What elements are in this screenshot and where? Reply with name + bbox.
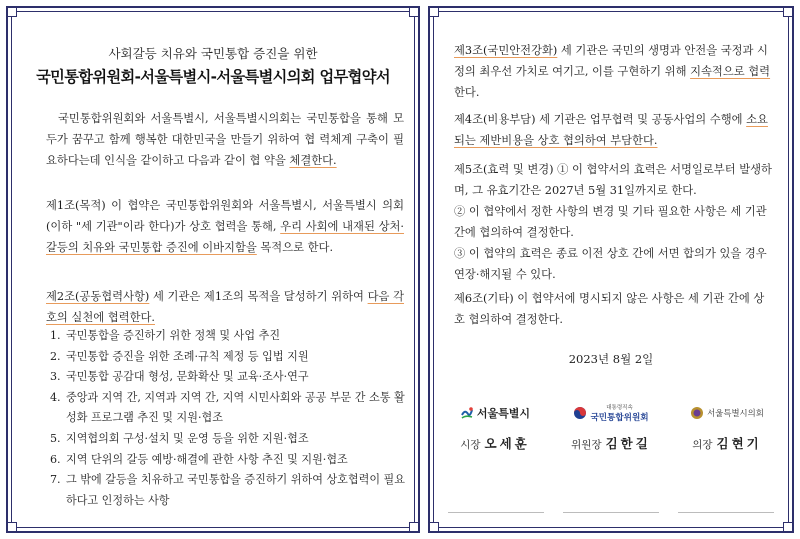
article-3: 제3조(국민안전강화) 세 기관은 국민의 생명과 안전을 국정과 시정의 최우선 가치로 여기고, 이를 구현하기 위해 지속적으로 협력한다.	[454, 44, 771, 99]
signer-line: 위원장 김한길	[571, 436, 651, 451]
article-2: 제2조(공동협력사항) 세 기관은 제1조의 목적을 달성하기 위하여 다음 각 호의 실천에 협력한다.	[46, 290, 404, 324]
article-heading: 제2조(공동협력사항)	[46, 290, 150, 303]
council-emblem-icon	[690, 406, 704, 420]
preamble: 국민통합위원회와 서울특별시, 서울특별시의회는 국민통합을 통해 모두가 꿈꾸고 함께 행복한 대한민국을 만들기 위하여 협 력체계 구축이 필요하다는데 인식을 같이하고 다음과 같이 협 약을 체결한다.	[46, 112, 404, 167]
article-1: 제1조(목적) 이 협약은 국민통합위원회와 서울특별시, 서울특별시 의회(이하 "세 기관"이라 한다)가 상호 협력을 통해, 우리 사회에 내재된 상처·갈등의 치유와 국민통합 증진에 이바지함을 목적으로 한다.	[46, 199, 404, 254]
signer-name: 김현기	[716, 436, 762, 451]
list-item: 2. 국민통합 증진을 위한 조례·규칙 제정 등 입법 지원	[50, 349, 309, 363]
article-5-clause-3: ③ 이 협약의 효력은 종료 이전 상호 간에 서면 합의가 있을 경우 연장·해지될 수 있다.	[454, 247, 767, 281]
article-6: 제6조(기타) 이 협약서에 명시되지 않은 사항은 세 기관 간에 상호 협의하여 결정한다.	[454, 292, 765, 326]
signature-line	[563, 512, 659, 513]
taegeuk-icon	[573, 406, 587, 420]
signer-line: 의장 김현기	[692, 436, 762, 451]
signer-name: 오세훈	[484, 436, 530, 451]
list-item: 7. 그 밖에 갈등을 치유하고 국민통합을 증진하기 위하여 상호협력이 필요하다고 인정하는 사항	[50, 473, 405, 507]
article-5-clause-2: ② 이 협약에서 정한 사항의 변경 및 기타 필요한 사항은 세 기관 간에 협의하여 결정한다.	[454, 205, 767, 239]
seoul-council-logo: 서울특별시의회	[672, 402, 782, 424]
list-item: 3. 국민통합 공감대 형성, 문화확산 및 교육·조사·연구	[50, 370, 309, 384]
list-item: 6. 지역 단위의 갈등 예방·해결에 관한 사항 추진 및 지원·협조	[50, 452, 348, 466]
signatory-committee-chair	[556, 402, 666, 452]
signatory-council-speaker	[672, 402, 782, 452]
signer-name: 김한길	[605, 436, 651, 451]
article-heading: 제4조(비용부담)	[454, 113, 536, 126]
document-subtitle: 사회갈등 치유와 국민통합 증진을 위한	[108, 46, 318, 61]
document-title: 국민통합위원회-서울특별시-서울특별시의회 업무협약서	[36, 68, 390, 86]
signing-date: 2023년 8월 2일	[568, 352, 654, 366]
agreement-page-left	[6, 6, 420, 533]
article-4: 제4조(비용부담) 세 기관은 업무협력 및 공동사업의 수행에 소요되는 제반비용을 상호 협의하여 부담한다.	[454, 113, 768, 147]
signature-line	[448, 512, 544, 513]
signature-line	[678, 512, 774, 513]
article-heading: 제5조(효력 및 변경)	[454, 163, 554, 176]
article-5: 제5조(효력 및 변경) ① 이 협약서의 효력은 서명일로부터 발생하며, 그 유효기간은 2027년 5월 31일까지로 한다. ② 이 협약에서 정한 사항의 변경 및 기타 필요한 사항은 세 기관 간에 협의하여 결정한다. ③ 이 협약의 효력은 종료 이전 상호 간에 서면 합의가 있을 경우 연장·해지될 수 있다.	[454, 159, 774, 285]
agreement-page-right	[428, 6, 794, 533]
article-heading: 제6조(기타)	[454, 292, 514, 305]
list-item: 1. 국민통합을 증진하기 위한 정책 및 사업 추진	[50, 329, 281, 342]
national-integration-committee-logo: 대통령직속 국민통합위원회	[556, 402, 666, 424]
seoul-logo-icon	[460, 406, 474, 420]
signer-line: 시장 오세훈	[460, 436, 530, 451]
article-heading: 제3조(국민안전강화)	[454, 44, 558, 57]
signatory-seoul-mayor	[440, 402, 550, 452]
list-item: 4. 중앙과 지역 간, 지역과 지역 간, 지역 시민사회와 공공 부문 간 소통 활성화 프로그램 추진 및 지원·협조	[50, 390, 405, 425]
cooperation-items-list	[50, 326, 408, 511]
article-heading: 제1조(목적)	[46, 199, 106, 212]
list-item: 5. 지역협의회 구성·설치 및 운영 등을 위한 지원·협조	[50, 431, 309, 445]
seoul-city-logo: 서울특별시	[440, 402, 550, 424]
